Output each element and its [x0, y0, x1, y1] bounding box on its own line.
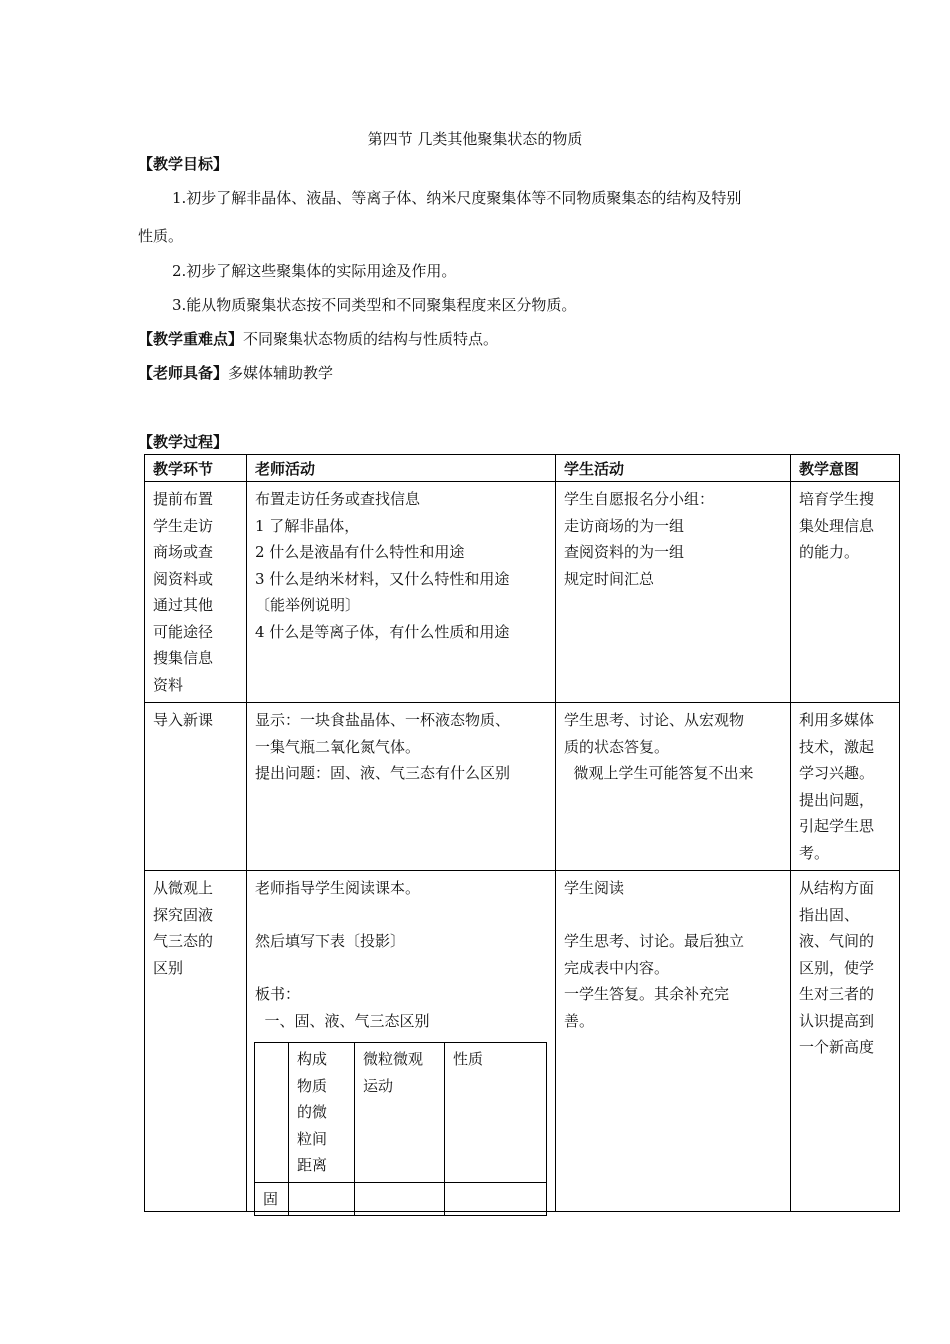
- text-line: 布置走访任务或查找信息: [255, 490, 421, 508]
- text-line: 提出问题：固、液、气三态有什么区别: [255, 764, 511, 782]
- teacher-cell: [247, 703, 556, 871]
- student-cell: [556, 482, 791, 703]
- text-line: 学生自愿报名分小组：: [564, 490, 715, 508]
- text-line: 2 什么是液晶有什么特性和用途: [255, 543, 465, 561]
- text-line: 一个新高度: [799, 1038, 875, 1056]
- states-comparison-table: [254, 1042, 547, 1216]
- student-cell: [556, 703, 791, 871]
- intent-cell: [791, 482, 900, 703]
- text-line: 培育学生搜: [799, 490, 875, 508]
- text-line: 1 了解非晶体，: [255, 516, 360, 535]
- spacer: [255, 955, 547, 982]
- text-line: 商场或查: [153, 543, 214, 561]
- text-line: 学生阅读: [564, 879, 625, 897]
- page-title: 第四节 几类其他聚集状态的物质: [367, 130, 583, 148]
- text-line: 微粒微观: [363, 1050, 424, 1068]
- key-points: [138, 328, 498, 349]
- inner-row-solid: [255, 1182, 547, 1216]
- text-line: 的能力。: [799, 543, 860, 561]
- text-line: 集处理信息: [799, 516, 875, 535]
- teacher-cell: [247, 871, 556, 1212]
- key-points-text: 不同聚集状态物质的结构与性质特点。: [243, 330, 499, 348]
- text-line: 显示：一块食盐晶体、一杯液态物质、: [255, 711, 511, 729]
- stage-cell: [145, 482, 247, 703]
- spacer: [255, 902, 547, 929]
- text-line: 学生走访: [153, 516, 214, 535]
- header-teacher: 老师活动: [247, 455, 556, 482]
- teacher-cell: [247, 482, 556, 703]
- stage-cell: [145, 871, 247, 1212]
- text-line: 引起学生思: [799, 817, 875, 835]
- text-line: 从微观上: [153, 879, 214, 897]
- inner-header-properties: [445, 1043, 547, 1183]
- text-line: 阅资料或: [153, 569, 214, 588]
- table-row: [145, 482, 900, 703]
- inner-empty-cell: [445, 1182, 547, 1216]
- text-line: 4 什么是等离子体，有什么性质和用途: [255, 622, 510, 641]
- inner-corner-cell: [255, 1043, 289, 1183]
- header-intent: 教学意图: [791, 455, 900, 482]
- text-line: 完成表中内容。: [564, 958, 670, 977]
- text-line: 规定时间汇总: [564, 569, 655, 588]
- text-line: 气三态的: [153, 932, 214, 950]
- objective-1b: 性质。: [138, 227, 184, 245]
- stage-cell: [145, 703, 247, 871]
- table-row: [145, 703, 900, 871]
- text-line: 搜集信息: [153, 649, 214, 667]
- text-line: 构成: [297, 1050, 328, 1068]
- text-line: 〔能举例说明〕: [255, 596, 361, 614]
- intent-cell: [791, 703, 900, 871]
- process-table: [144, 454, 900, 1212]
- process-heading: 【教学过程】: [138, 433, 229, 451]
- inner-header-row: [255, 1043, 547, 1183]
- preparation-text: 多媒体辅助教学: [228, 364, 334, 382]
- text-line: 考。: [799, 843, 830, 862]
- text-line: 提出问题，: [799, 790, 875, 809]
- text-line: 学生思考、讨论。最后独立: [564, 932, 745, 950]
- text-line: 微观上学生可能答复不出来: [564, 764, 754, 782]
- text-line: 运动: [363, 1076, 394, 1095]
- header-stage: 教学环节: [145, 455, 247, 482]
- text-line: 技术，激起: [799, 737, 875, 756]
- text-line: 从结构方面: [799, 879, 875, 897]
- text-line: 3 什么是纳米材料，又什么特性和用途: [255, 569, 510, 588]
- student-cell: [556, 871, 791, 1212]
- text-line: 区别，使学: [799, 958, 875, 977]
- text-line: 一、固、液、气三态区别: [255, 1011, 430, 1030]
- objective-1a: 1.初步了解非晶体、液晶、等离子体、纳米尺度聚集体等不同物质聚集态的结构及特别: [172, 189, 742, 207]
- inner-header-distance: [289, 1043, 355, 1183]
- inner-header-motion: [355, 1043, 445, 1183]
- header-student: 学生活动: [556, 455, 791, 482]
- text-line: 生对三者的: [799, 985, 875, 1003]
- intent-cell: [791, 871, 900, 1212]
- text-line: 性质: [453, 1050, 484, 1068]
- text-line: 的微: [297, 1103, 328, 1121]
- spacer: [564, 902, 782, 929]
- text-line: 学习兴趣。: [799, 764, 875, 782]
- objectives-heading: 【教学目标】: [138, 155, 229, 173]
- text-line: 物质: [297, 1076, 328, 1095]
- text-line: 距离: [297, 1156, 328, 1174]
- inner-empty-cell: [355, 1182, 445, 1216]
- inner-empty-cell: [289, 1182, 355, 1216]
- text-line: 认识提高到: [799, 1011, 875, 1030]
- text-line: 可能途径: [153, 622, 214, 641]
- text-line: 善。: [564, 1011, 595, 1030]
- text-line: 走访商场的为一组: [564, 516, 685, 535]
- text-line: 一集气瓶二氧化氮气体。: [255, 737, 421, 756]
- text-line: 利用多媒体: [799, 711, 875, 729]
- text-line: 通过其他: [153, 596, 214, 614]
- text-line: 粒间: [297, 1129, 328, 1148]
- text-line: 液、气间的: [799, 932, 875, 950]
- preparation-label: 【老师具备】: [138, 364, 229, 382]
- text-line: 探究固液: [153, 905, 214, 924]
- objective-3: 3.能从物质聚集状态按不同类型和不同聚集程度来区分物质。: [172, 296, 577, 314]
- objective-2: 2.初步了解这些聚集体的实际用途及作用。: [172, 262, 457, 280]
- text-line: 导入新课: [153, 711, 214, 729]
- preparation: [138, 362, 333, 383]
- text-line: 指出固、: [799, 905, 860, 924]
- text-line: 质的状态答复。: [564, 737, 670, 756]
- text-line: 一学生答复。其余补充完: [564, 985, 730, 1003]
- text-line: 然后填写下表〔投影〕: [255, 932, 406, 950]
- text-line: 老师指导学生阅读课本。: [255, 879, 421, 897]
- text-line: 提前布置: [153, 490, 214, 508]
- text-line: 板书：: [255, 985, 301, 1003]
- table-row: [145, 871, 900, 1212]
- text-line: 区别: [153, 958, 184, 977]
- table-header-row: [145, 455, 900, 482]
- key-points-label: 【教学重难点】: [138, 330, 244, 348]
- text-line: 查阅资料的为一组: [564, 543, 685, 561]
- inner-row-label: 固: [255, 1182, 289, 1216]
- text-line: 学生思考、讨论、从宏观物: [564, 711, 745, 729]
- text-line: 资料: [153, 675, 184, 694]
